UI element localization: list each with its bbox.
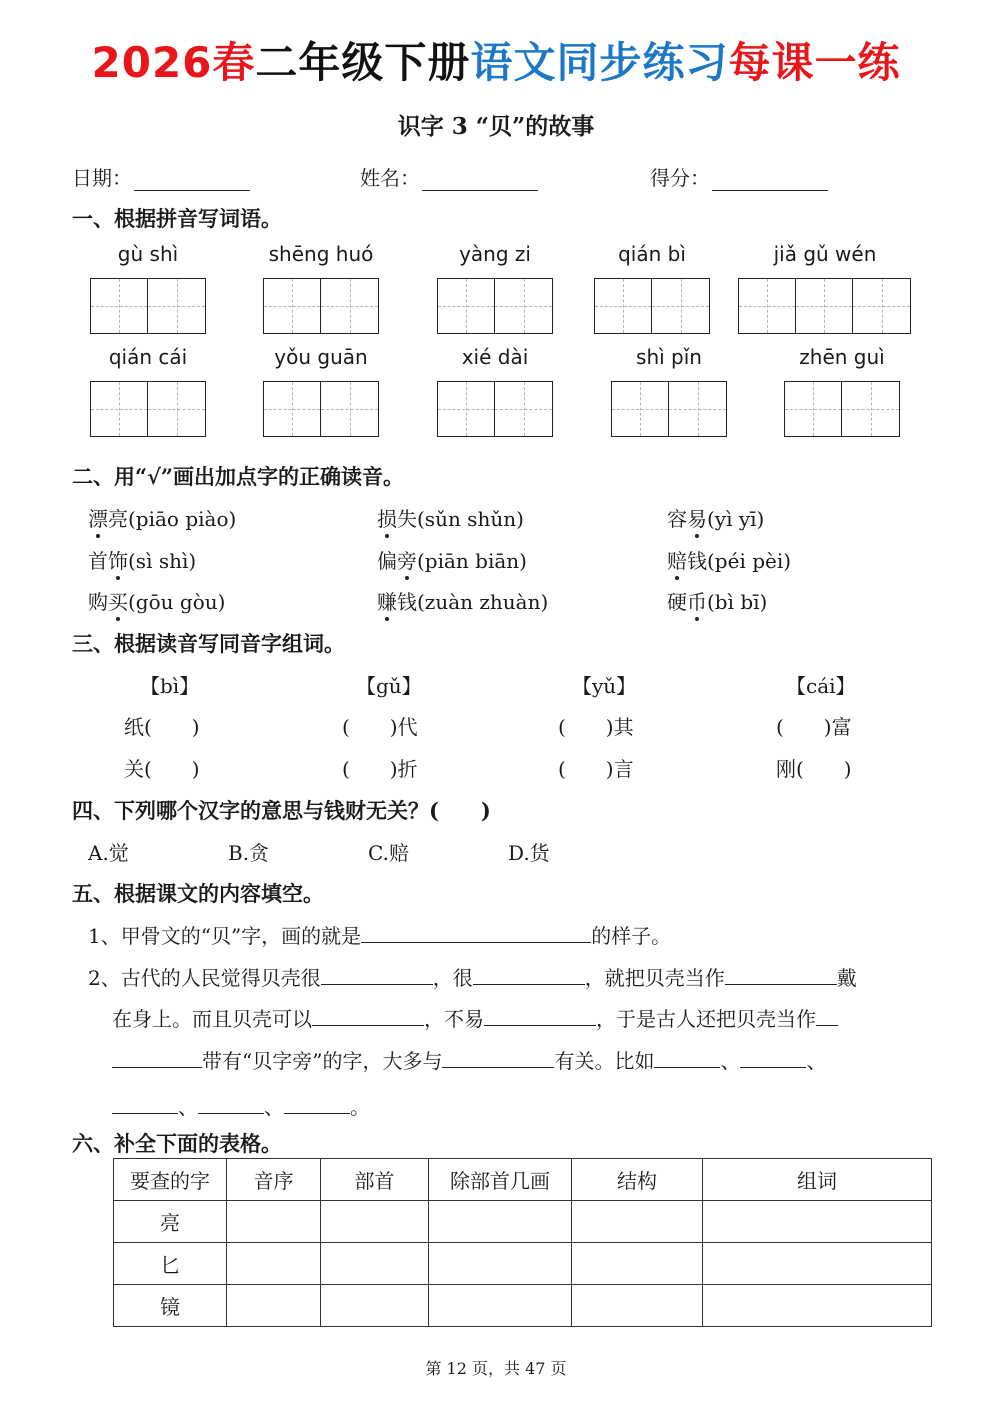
dictionary-table [113,1158,932,1327]
pinyin-options[interactable]: (bì bī) [707,590,768,614]
dotted-char: 买 [108,586,128,615]
word-blank[interactable]: 纸( ) [124,715,200,739]
fill-question-2-line-4 [112,1091,370,1120]
answer-cell[interactable] [572,1201,703,1243]
pinyin-label: jiǎ gǔ wén [773,242,877,266]
fill-question-2-line-3 [112,1045,826,1074]
fill-question-2-line-2 [112,1003,838,1032]
column-header: 结构 [572,1159,703,1201]
pinyin-label: shēng huó [268,242,374,266]
answer-blank[interactable] [361,924,591,943]
homophone-label: 【yǔ】 [572,674,637,698]
homophone-label: 【gǔ】 [356,674,422,698]
fill-question-1 [88,920,671,949]
word-blank[interactable]: 刚( ) [776,757,852,781]
pinyin-label: yǒu guān [274,345,368,369]
question-text: 戴 [836,966,857,990]
separator: 、 [264,1095,284,1119]
answer-cell[interactable] [321,1201,429,1243]
answer-blank[interactable] [654,1049,720,1068]
title-grade: 二年级下册 [255,38,471,87]
table-row [114,1285,932,1327]
column-header: 要查的字 [114,1159,227,1201]
answer-cell[interactable] [321,1285,429,1327]
dotted-char: 旁 [397,545,417,574]
date-field[interactable] [72,162,250,191]
question-text: ，于是古人还把贝壳当作 [596,1007,816,1031]
pinyin-options[interactable]: (sì shì) [128,549,197,573]
writing-grid[interactable] [784,381,900,437]
pinyin-label: qián cái [108,345,188,369]
answer-cell[interactable] [227,1201,321,1243]
word-blank[interactable]: 关( ) [124,757,200,781]
pinyin-label: xié dài [461,345,529,369]
question-text: 1、甲骨文的“贝”字，画的就是 [88,924,362,948]
question-text: 的样子。 [591,924,672,948]
answer-blank[interactable] [284,1095,350,1114]
section-5-heading: 五、根据课文的内容填空。 [72,881,324,906]
separator: 、 [720,1049,741,1073]
answer-cell[interactable] [703,1243,932,1285]
reading-choice-item[interactable] [377,545,527,574]
char-cell: 镜 [114,1285,227,1327]
writing-grid[interactable] [90,381,206,437]
reading-choice-item[interactable] [377,586,548,615]
reading-choice-item[interactable] [88,503,236,532]
title-series: 每课一练 [728,38,901,87]
question-text: 在身上。而且贝壳可以 [112,1007,312,1031]
question-text: 带有“贝字旁”的字，大多与 [202,1049,443,1073]
fill-question-2-line-1 [88,962,857,991]
option-d[interactable]: D.货 [508,841,550,865]
title-subject: 语文同步练习 [470,38,729,87]
pinyin-label: gù shì [117,242,179,266]
word-pre: 容 [667,507,687,531]
char-cell: 亮 [114,1201,227,1243]
name-label: 姓名： [360,166,420,190]
answer-blank[interactable] [740,1049,806,1068]
answer-blank[interactable] [312,1007,424,1026]
writing-grid[interactable] [437,381,553,437]
word-blank[interactable]: ( )折 [342,757,418,781]
dotted-char: 饰 [108,545,128,574]
answer-cell[interactable] [227,1285,321,1327]
separator: 、 [178,1095,198,1119]
table-header-row [114,1159,932,1201]
word-pre: 偏 [377,549,397,573]
answer-cell[interactable] [703,1201,932,1243]
section-6-heading: 六、补全下面的表格。 [72,1131,282,1156]
dotted-char: 易 [687,503,707,532]
pinyin-options[interactable]: (gōu gòu) [128,590,226,614]
answer-cell[interactable] [703,1285,932,1327]
column-header: 音序 [227,1159,321,1201]
answer-blank[interactable] [112,1095,178,1114]
word-pre: 硬 [667,590,687,614]
dotted-char: 漂 [88,503,108,532]
question-text: 有关。比如 [554,1049,655,1073]
date-blank[interactable] [134,170,250,191]
reading-choice-item[interactable] [88,545,196,574]
answer-blank[interactable] [442,1049,554,1068]
question-text: ，不易 [424,1007,484,1031]
pinyin-options[interactable]: (sǔn shǔn) [417,507,524,531]
section-4-heading: 四、下列哪个汉字的意思与钱财无关？( ) [72,798,491,823]
writing-grid[interactable] [594,278,710,334]
homophone-label: 【bì】 [140,674,200,698]
word-pre: 首 [88,549,108,573]
question-text: ，就把贝壳当作 [584,966,725,990]
table-row [114,1243,932,1285]
writing-grid[interactable] [263,278,379,334]
answer-cell[interactable] [429,1285,572,1327]
pinyin-options[interactable]: (péi pèi) [707,549,792,573]
pinyin-options[interactable]: (piān biān) [417,549,527,573]
column-header: 组词 [703,1159,932,1201]
separator: 、 [806,1049,827,1073]
writing-grid[interactable] [437,278,553,334]
answer-blank[interactable] [725,966,837,985]
score-field[interactable] [650,162,828,191]
reading-choice-item[interactable] [377,503,524,532]
score-blank[interactable] [712,170,828,191]
separator: 。 [350,1095,370,1119]
dotted-char: 赚 [377,586,397,615]
pinyin-options[interactable]: (yì yī) [707,507,765,531]
writing-grid[interactable] [611,381,727,437]
word-pre: 购 [88,590,108,614]
pinyin-label: shì pǐn [636,345,702,369]
section-1-heading: 一、根据拼音写词语。 [72,206,282,231]
word-blank[interactable]: ( )言 [558,757,634,781]
homophone-label: 【cái】 [786,674,856,698]
writing-grid[interactable] [738,278,911,334]
word-rest: 钱 [687,549,707,573]
reading-choice-item[interactable] [667,503,764,532]
pinyin-label: zhēn guì [799,345,885,369]
reading-choice-item[interactable] [667,586,767,615]
table-row [114,1201,932,1243]
answer-cell[interactable] [429,1243,572,1285]
lesson-title: 识字 3 “贝”的故事 [397,113,595,140]
answer-blank[interactable] [198,1095,264,1114]
reading-choice-item[interactable] [667,545,791,574]
writing-grid[interactable] [263,381,379,437]
word-rest: 失 [397,507,417,531]
pinyin-label: yàng zi [459,242,531,266]
word-blank[interactable]: ( )代 [342,715,418,739]
word-blank[interactable]: ( )富 [776,715,852,739]
word-rest: 钱 [397,590,417,614]
dotted-char: 币 [687,586,707,615]
pinyin-options[interactable]: (piāo piào) [128,507,237,531]
answer-cell[interactable] [227,1243,321,1285]
title-year: 2026春 [91,38,256,87]
section-3-heading: 三、根据读音写同音字组词。 [72,631,345,656]
answer-cell[interactable] [572,1285,703,1327]
word-blank[interactable]: ( )其 [558,715,634,739]
reading-choice-item[interactable] [88,586,225,615]
dotted-char: 损 [377,503,397,532]
option-c[interactable]: C.赔 [368,841,409,865]
option-a[interactable]: A.觉 [88,841,129,865]
answer-blank[interactable] [473,966,585,985]
answer-blank[interactable] [321,966,433,985]
answer-cell[interactable] [321,1243,429,1285]
page-title [0,38,992,88]
pinyin-label: qián bì [618,242,686,266]
answer-cell[interactable] [572,1243,703,1285]
writing-grid[interactable] [90,278,206,334]
word-rest: 亮 [108,507,128,531]
score-label: 得分： [650,166,710,190]
column-header: 除部首几画 [429,1159,572,1201]
dotted-char: 赔 [667,545,687,574]
option-b[interactable]: B.贪 [228,841,270,865]
pinyin-options[interactable]: (zuàn zhuàn) [417,590,549,614]
question-text: ，很 [432,966,473,990]
page-number: 第 12 页，共 47 页 [425,1359,567,1378]
answer-cell[interactable] [429,1201,572,1243]
column-header: 部首 [321,1159,429,1201]
question-text: 2、古代的人民觉得贝壳很 [88,966,321,990]
name-field[interactable] [360,162,538,191]
name-blank[interactable] [422,170,538,191]
section-2-heading: 二、用“√”画出加点字的正确读音。 [72,464,404,489]
answer-blank[interactable] [816,1007,838,1026]
answer-blank[interactable] [484,1007,596,1026]
date-label: 日期： [72,166,132,190]
answer-blank[interactable] [112,1049,202,1068]
char-cell: 匕 [114,1243,227,1285]
